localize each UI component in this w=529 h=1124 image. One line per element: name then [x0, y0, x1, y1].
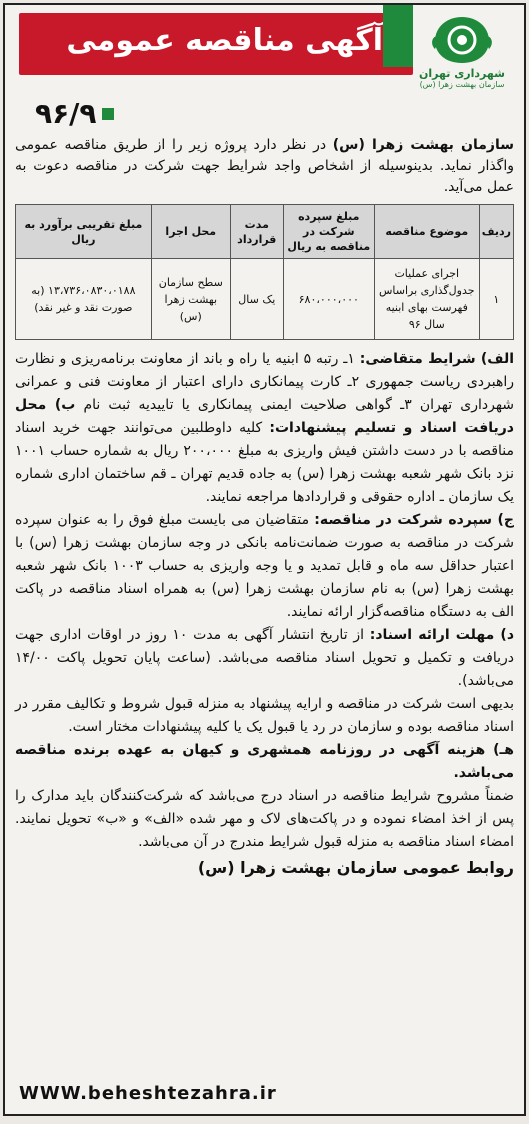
- section-heading: ج) سپرده شرکت در مناقصه:: [314, 512, 515, 528]
- notice-title: آگهی مناقصه عمومی: [66, 23, 383, 58]
- website-link[interactable]: WWW.beheshtezahra.ir: [19, 1083, 277, 1104]
- table-cell: ۶۸۰،۰۰۰،۰۰۰: [283, 259, 374, 340]
- org-logo: [414, 13, 510, 89]
- signature: روابط عمومی سازمان بهشت زهرا (س): [197, 858, 514, 877]
- table-row: [16, 259, 514, 340]
- table-cell: ۱۳،۷۳۶،۰۸۳۰،۰۱۸۸ (به صورت نقد و غیر نقد): [16, 259, 152, 340]
- section-heading: الف) شرایط متقاضی:: [359, 351, 515, 367]
- section-heading: هـ) هزینه آگهی در روزنامه همشهری و کیهان به عهده برنده مناقصه می‌باشد.: [15, 742, 514, 781]
- section-text: از تاریخ انتشار آگهی به مدت ۱۰ روز در اوقات اداری جهت دریافت و تکمیل و تحویل اسناد مناقصه می‌باشد. (ساعت پایان تحویل پاکت ۱۴/۰۰ می‌باشد).: [15, 627, 514, 689]
- table-header: محل اجرا: [151, 205, 230, 259]
- section-heading: ب) محل دریافت اسناد و تسلیم پیشنهادات:: [15, 397, 514, 436]
- banner-accent: [383, 5, 413, 67]
- section-d: [15, 624, 514, 693]
- section-text: ضمناً مشروح شرایط مناقصه در اسناد درج می‌باشد که شرکت‌کنندگان باید مدارک را پس از اخذ امضاء نموده و در پاکت‌های لاک و مهر شده «الف» و «ب» تحویل نمایند. امضاء اسناد مناقصه به منزله قبول شرایط مندرج در آن می‌باشد.: [15, 788, 514, 850]
- closing-paragraph: [15, 785, 514, 854]
- notice-body: [15, 135, 514, 877]
- tender-table: [15, 204, 514, 340]
- title-banner: [19, 13, 413, 75]
- table-header: ردیف: [479, 205, 513, 259]
- intro-paragraph: [15, 135, 514, 198]
- org-subname: سازمان بهشت زهرا (س): [419, 80, 505, 89]
- table-header: موضوع مناقصه: [374, 205, 479, 259]
- table-header: مبلغ تقریبی برآورد به ریال: [16, 205, 152, 259]
- header: [5, 5, 524, 97]
- section-heading: د) مهلت ارائه اسناد:: [369, 627, 514, 643]
- notice-page: [3, 3, 526, 1116]
- section-a: [15, 348, 514, 509]
- section-text: کلیه داوطلبین می‌توانند جهت خرید اسناد مناقصه با در دست داشتن فیش واریزی به مبلغ ۲۰۰،۰۰۰ ریال به شماره حساب ۱۰۰۱ نزد بانک شهر شعبه بهشت زهرا (س) به جاده قدیم تهران ـ قم ساختمان اداری شماره یک سازمان ـ اداره حقوقی و قراردادها مراجعه نمایند.: [15, 420, 514, 505]
- notice-number: ۹۶/۹: [35, 97, 97, 130]
- intro-org: سازمان بهشت زهرا (س): [332, 137, 514, 153]
- intro-text: در نظر دارد پروژه زیر را از طریق مناقصه عمومی واگذار نماید. بدینوسیله از اشخاص واجد شرایط جهت شرکت در مناقصه دعوت به عمل می‌آید.: [15, 137, 514, 195]
- table-header: مدت قرارداد: [230, 205, 283, 259]
- table-cell: سطح سازمان بهشت زهرا (س): [151, 259, 230, 340]
- table-header: مبلغ سپرده شرکت در مناقصه به ریال: [283, 205, 374, 259]
- bullet-icon: [102, 108, 114, 120]
- section-text: متقاضیان می بایست مبلغ فوق را به عنوان سپرده شرکت در مناقصه به صورت ضمانت‌نامه بانکی در وجه سازمان بهشت زهرا (س) با اعتبار حداقل سه ماه و قابل تمدید و یا وجه واریزی به حساب ۱۰۰۳ بانک شهر شعبه بهشت زهرا (س) به نام سازمان بهشت زهرا (س) به همراه اسناد مناقصه در پاکت الف به دستگاه مناقصه‌گزار ارائه نمایند.: [15, 512, 514, 620]
- section-text: بدیهی است شرکت در مناقصه و ارایه پیشنهاد به منزله قبول شروط و تکالیف مقرر در اسناد مناقصه بوده و سازمان در رد یا قبول یک یا کلیه پیشنهادات مختار است.: [15, 696, 514, 735]
- terms-paragraph: [15, 693, 514, 739]
- org-name: شهرداری تهران: [419, 67, 505, 80]
- notice-number-row: [35, 97, 122, 133]
- table-cell: ۱: [479, 259, 513, 340]
- section-e: [15, 739, 514, 785]
- section-text: ۱ـ رتبه ۵ ابنیه یا راه و باند از معاونت برنامه‌ریزی و نظارت راهبردی ریاست جمهوری ۲ـ کارت پیمانکاری دارای اعتبار از معاونت فنی و عمرانی شهرداری تهران ۳ـ گواهی صلاحیت ایمنی پیمانکاری یا تاییدیه ثبت نام: [15, 351, 515, 413]
- section-c: [15, 509, 514, 624]
- tree-logo-icon: [427, 13, 497, 67]
- table-cell: یک سال: [230, 259, 283, 340]
- table-cell: اجرای عملیات جدول‌گذاری براساس فهرست بهای ابنیه سال ۹۶: [374, 259, 479, 340]
